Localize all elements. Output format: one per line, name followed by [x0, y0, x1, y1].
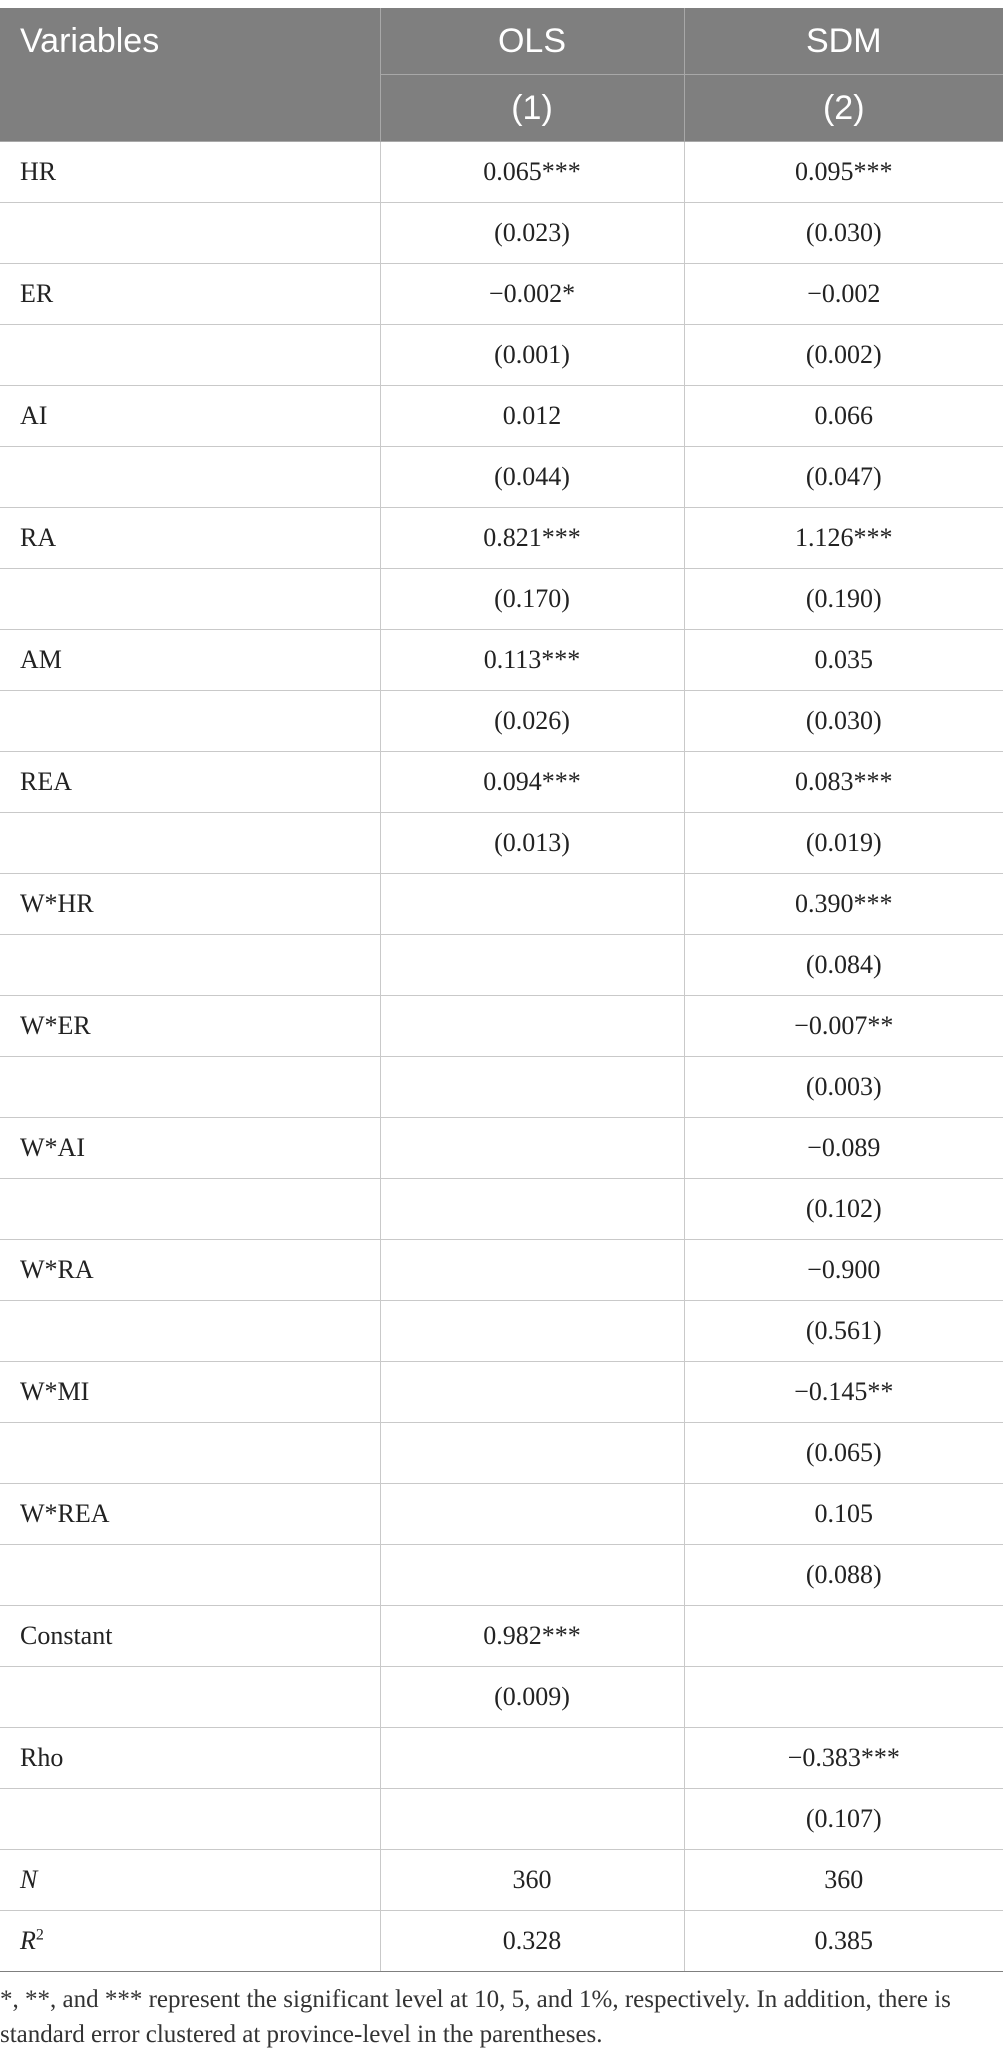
sdm-value-cell: (0.003)	[684, 1057, 1003, 1118]
ols-value-cell	[380, 1118, 684, 1179]
regression-table-container	[0, 8, 1003, 1972]
sdm-value-cell: 0.066	[684, 386, 1003, 447]
variable-label: AM	[20, 645, 62, 674]
table-row	[0, 1301, 1003, 1362]
variable-label: HR	[20, 157, 57, 186]
ols-value-cell	[380, 1728, 684, 1789]
variable-cell	[0, 1240, 380, 1301]
ols-value-cell	[380, 1423, 684, 1484]
table-row	[0, 691, 1003, 752]
variable-label: Rho	[20, 1743, 64, 1772]
variable-cell	[0, 508, 380, 569]
table-footnote: *, **, and *** represent the significant level at 10, 5, and 1%, respectively. In addition, there is standard error clustered at province-level in the parentheses.	[0, 1986, 951, 2048]
variable-cell	[0, 1850, 380, 1911]
sdm-value-cell: (0.065)	[684, 1423, 1003, 1484]
variable-label: N	[20, 1865, 38, 1894]
sdm-value-cell: (0.030)	[684, 203, 1003, 264]
sdm-value-cell: −0.002	[684, 264, 1003, 325]
sdm-value-cell: (0.561)	[684, 1301, 1003, 1362]
ols-value-cell: 0.821***	[380, 508, 684, 569]
ols-value-cell	[380, 996, 684, 1057]
table-row	[0, 935, 1003, 996]
sdm-value-cell: (0.002)	[684, 325, 1003, 386]
table-row	[0, 813, 1003, 874]
variable-label: ER	[20, 279, 54, 308]
variable-cell	[0, 630, 380, 691]
variable-cell	[0, 1118, 380, 1179]
table-row	[0, 508, 1003, 569]
table-row	[0, 1545, 1003, 1606]
variable-cell	[0, 1667, 380, 1728]
ols-value-cell	[380, 1545, 684, 1606]
table-row	[0, 1728, 1003, 1789]
variable-cell	[0, 1606, 380, 1667]
variable-cell	[0, 447, 380, 508]
variable-cell	[0, 1179, 380, 1240]
ols-value-cell	[380, 1301, 684, 1362]
ols-value-cell	[380, 1484, 684, 1545]
ols-value-cell	[380, 874, 684, 935]
ols-value-cell: 0.982***	[380, 1606, 684, 1667]
table-row	[0, 996, 1003, 1057]
table-row	[0, 1362, 1003, 1423]
sdm-value-cell: (0.107)	[684, 1789, 1003, 1850]
variable-cell	[0, 1484, 380, 1545]
table-body	[0, 142, 1003, 1972]
variable-cell	[0, 569, 380, 630]
sdm-value-cell: 0.385	[684, 1911, 1003, 1972]
variable-cell	[0, 1057, 380, 1118]
variable-label: W*ER	[20, 1011, 91, 1040]
table-row	[0, 325, 1003, 386]
sdm-value-cell: −0.089	[684, 1118, 1003, 1179]
ols-value-cell	[380, 1179, 684, 1240]
ols-value-cell: 0.113***	[380, 630, 684, 691]
table-row	[0, 874, 1003, 935]
regression-table	[0, 8, 1003, 1972]
header-sdm-column-number: (2)	[684, 75, 1003, 142]
table-row	[0, 1606, 1003, 1667]
sdm-value-cell: −0.900	[684, 1240, 1003, 1301]
variable-label: W*REA	[20, 1499, 110, 1528]
variable-cell	[0, 996, 380, 1057]
sdm-value-cell: 1.126***	[684, 508, 1003, 569]
sdm-value-cell: −0.145**	[684, 1362, 1003, 1423]
sdm-value-cell	[684, 1667, 1003, 1728]
variable-cell	[0, 386, 380, 447]
variable-superscript: 2	[35, 1926, 44, 1944]
sdm-value-cell: (0.088)	[684, 1545, 1003, 1606]
ols-value-cell: 0.012	[380, 386, 684, 447]
sdm-value-cell: 0.083***	[684, 752, 1003, 813]
ols-value-cell: −0.002*	[380, 264, 684, 325]
ols-value-cell	[380, 1789, 684, 1850]
variable-cell	[0, 752, 380, 813]
sdm-value-cell: (0.084)	[684, 935, 1003, 996]
ols-value-cell: (0.009)	[380, 1667, 684, 1728]
sdm-value-cell	[684, 1606, 1003, 1667]
sdm-value-cell: 360	[684, 1850, 1003, 1911]
table-row	[0, 1789, 1003, 1850]
ols-value-cell: 0.065***	[380, 142, 684, 203]
ols-value-cell: (0.170)	[380, 569, 684, 630]
sdm-value-cell: (0.047)	[684, 447, 1003, 508]
table-row	[0, 447, 1003, 508]
variable-cell	[0, 1911, 380, 1972]
variable-cell	[0, 1545, 380, 1606]
table-row	[0, 142, 1003, 203]
ols-value-cell: 360	[380, 1850, 684, 1911]
variable-label: REA	[20, 767, 72, 796]
table-row	[0, 1057, 1003, 1118]
header-sdm: SDM	[684, 8, 1003, 75]
ols-value-cell	[380, 1057, 684, 1118]
variable-cell	[0, 1728, 380, 1789]
table-row	[0, 386, 1003, 447]
table-row	[0, 1240, 1003, 1301]
sdm-value-cell: −0.383***	[684, 1728, 1003, 1789]
table-row	[0, 1118, 1003, 1179]
table-row	[0, 203, 1003, 264]
table-row	[0, 1423, 1003, 1484]
sdm-value-cell: (0.019)	[684, 813, 1003, 874]
sdm-value-cell: (0.190)	[684, 569, 1003, 630]
table-row	[0, 1667, 1003, 1728]
ols-value-cell: 0.094***	[380, 752, 684, 813]
ols-value-cell: (0.023)	[380, 203, 684, 264]
variable-cell	[0, 874, 380, 935]
sdm-value-cell: 0.035	[684, 630, 1003, 691]
variable-cell	[0, 325, 380, 386]
table-row	[0, 264, 1003, 325]
variable-label: AI	[20, 401, 48, 430]
variable-label: W*HR	[20, 889, 94, 918]
variable-cell	[0, 1789, 380, 1850]
table-row	[0, 1484, 1003, 1545]
variable-cell	[0, 691, 380, 752]
table-row	[0, 630, 1003, 691]
variable-cell	[0, 1301, 380, 1362]
table-row	[0, 752, 1003, 813]
ols-value-cell	[380, 1362, 684, 1423]
variable-cell	[0, 1423, 380, 1484]
sdm-value-cell: 0.105	[684, 1484, 1003, 1545]
variable-cell	[0, 264, 380, 325]
sdm-value-cell: (0.030)	[684, 691, 1003, 752]
variable-cell	[0, 813, 380, 874]
header-row-1	[0, 8, 1003, 75]
ols-value-cell	[380, 1240, 684, 1301]
header-variables: Variables	[0, 8, 380, 142]
table-row	[0, 569, 1003, 630]
variable-label: RA	[20, 523, 57, 552]
ols-value-cell: (0.013)	[380, 813, 684, 874]
ols-value-cell: (0.026)	[380, 691, 684, 752]
variable-cell	[0, 935, 380, 996]
ols-value-cell: (0.044)	[380, 447, 684, 508]
variable-cell	[0, 203, 380, 264]
ols-value-cell: 0.328	[380, 1911, 684, 1972]
variable-label: W*AI	[20, 1133, 85, 1162]
variable-label: W*RA	[20, 1255, 94, 1284]
header-ols: OLS	[380, 8, 684, 75]
variable-label: R	[20, 1926, 36, 1955]
sdm-value-cell: 0.095***	[684, 142, 1003, 203]
header-ols-column-number: (1)	[380, 75, 684, 142]
table-row	[0, 1179, 1003, 1240]
table-header	[0, 8, 1003, 142]
table-row	[0, 1850, 1003, 1911]
variable-label: W*MI	[20, 1377, 90, 1406]
sdm-value-cell: 0.390***	[684, 874, 1003, 935]
variable-cell	[0, 142, 380, 203]
variable-label: Constant	[20, 1621, 113, 1650]
table-row	[0, 1911, 1003, 1972]
ols-value-cell	[380, 935, 684, 996]
sdm-value-cell: (0.102)	[684, 1179, 1003, 1240]
ols-value-cell: (0.001)	[380, 325, 684, 386]
variable-cell	[0, 1362, 380, 1423]
sdm-value-cell: −0.007**	[684, 996, 1003, 1057]
